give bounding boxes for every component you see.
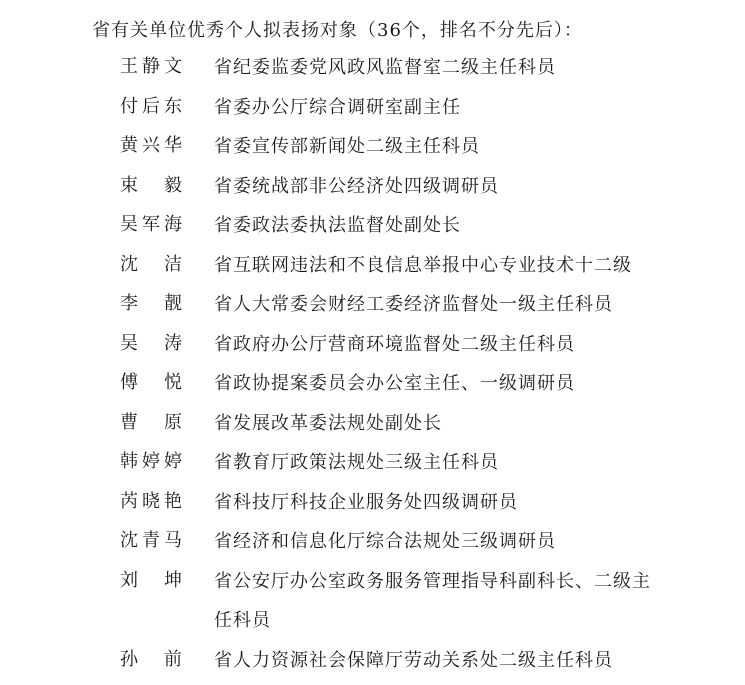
person-name: 傅 悦 <box>120 369 182 397</box>
person-name: 韩婷婷 <box>120 448 182 476</box>
person-name: 束 毅 <box>120 172 182 200</box>
person-title: 省委统战部非公经济处四级调研员 <box>214 167 664 206</box>
person-name: 吴 涛 <box>120 330 182 358</box>
person-title: 省政府办公厅营商环境监督处二级主任科员 <box>214 325 664 364</box>
person-title: 省委政法委执法监督处副处长 <box>214 206 664 245</box>
person-title: 省公安厅办公室政务服务管理指导科副科长、二级主任科员 <box>214 562 666 640</box>
person-title: 省委宣传部新闻处二级主任科员 <box>214 127 664 166</box>
person-title: 省委办公厅综合调研室副主任 <box>214 88 664 127</box>
person-name: 吴军海 <box>120 211 182 239</box>
person-title: 省人力资源社会保障厅劳动关系处二级主任科员 <box>214 641 664 680</box>
person-name: 王静文 <box>120 53 182 81</box>
person-name: 沈 洁 <box>120 251 182 279</box>
person-name: 付后东 <box>120 93 182 121</box>
person-title: 省发展改革委法规处副处长 <box>214 404 664 443</box>
commendation-list <box>0 53 745 685</box>
person-name: 沈青马 <box>120 527 182 555</box>
person-title: 省人大常委会财经工委经济监督处一级主任科员 <box>214 285 664 324</box>
list-item <box>0 646 745 685</box>
person-title: 省科技厅科技企业服务处四级调研员 <box>214 483 664 522</box>
person-title: 省经济和信息化厅综合法规处三级调研员 <box>214 522 664 561</box>
section-heading: 省有关单位优秀个人拟表扬对象（36个，排名不分先后）： <box>92 18 583 44</box>
person-name: 芮晓艳 <box>120 488 182 516</box>
person-name: 黄兴华 <box>120 132 182 160</box>
person-name: 李 靓 <box>120 290 182 318</box>
person-name: 刘 坤 <box>120 567 182 595</box>
person-title: 省纪委监委党风政风监督室二级主任科员 <box>214 48 664 87</box>
person-title: 省互联网违法和不良信息举报中心专业技术十二级 <box>214 246 674 285</box>
person-title: 省政协提案委员会办公室主任、一级调研员 <box>214 364 664 403</box>
person-name: 孙 前 <box>120 646 182 674</box>
person-title: 省教育厅政策法规处三级主任科员 <box>214 443 664 482</box>
list-item <box>0 567 745 646</box>
person-name: 曹 原 <box>120 409 182 437</box>
